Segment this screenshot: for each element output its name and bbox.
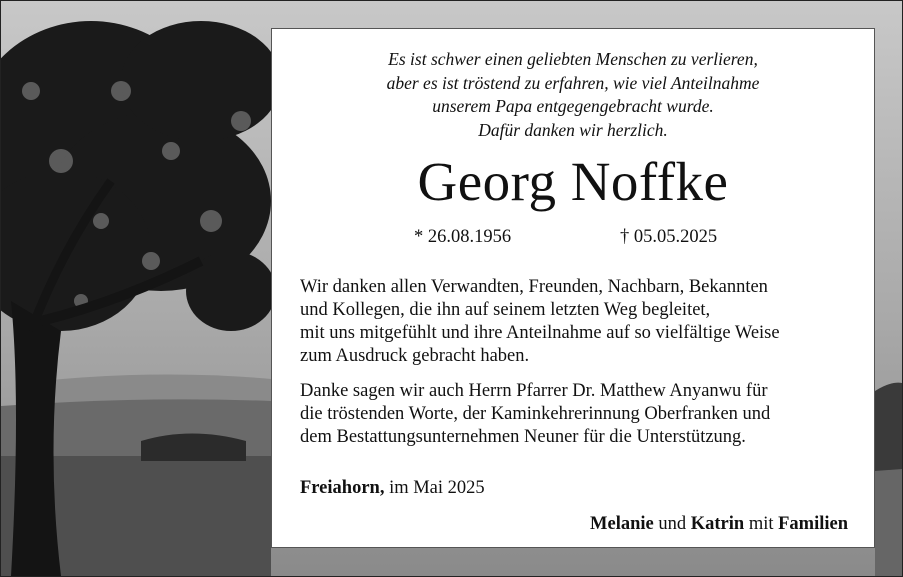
- place-date: [300, 478, 485, 499]
- conjunction: mit: [744, 514, 779, 534]
- acknowledgement-paragraph: [300, 380, 860, 449]
- birth-date: * 26.08.1956: [414, 227, 512, 247]
- text-line: die tröstenden Worte, der Kaminkehrerinnung Oberfranken und: [300, 404, 771, 424]
- intro-text: [272, 48, 874, 142]
- text-line: und Kollegen, die ihn auf seinem letzten Weg begleitet,: [300, 300, 711, 320]
- deceased-name: Georg Noffke: [417, 151, 729, 212]
- intro-line: Dafür danken wir herzlich.: [478, 119, 668, 140]
- intro-line: Es ist schwer einen geliebten Menschen zu verlieren,: [388, 49, 758, 69]
- text-line: mit uns mitgefühlt und ihre Anteilnahme auf so vielfältige Weise: [300, 323, 780, 343]
- thanks-paragraph: [300, 276, 860, 368]
- town: Freiahorn,: [300, 478, 385, 498]
- conjunction: und: [653, 514, 691, 534]
- text-line: zum Ausdruck gebracht haben.: [300, 346, 530, 366]
- text-line: Danke sagen wir auch Herrn Pfarrer Dr. Matthew Anyanwu für: [300, 381, 768, 401]
- date-text: im Mai 2025: [384, 478, 485, 498]
- signature: [590, 514, 848, 535]
- signer-family: Familien: [778, 514, 848, 534]
- obituary-card: [271, 28, 875, 548]
- death-date: † 05.05.2025: [620, 227, 718, 247]
- text-line: Wir danken allen Verwandten, Freunden, Nachbarn, Bekannten: [300, 277, 768, 297]
- intro-line: unserem Papa entgegengebracht wurde.: [432, 96, 714, 116]
- text-line: dem Bestattungsunternehmen Neuner für die Unterstützung.: [300, 427, 746, 447]
- signer-1: Melanie: [590, 514, 654, 534]
- intro-line: aber es ist tröstend zu erfahren, wie viel Anteilnahme: [386, 72, 760, 93]
- signer-2: Katrin: [690, 514, 745, 534]
